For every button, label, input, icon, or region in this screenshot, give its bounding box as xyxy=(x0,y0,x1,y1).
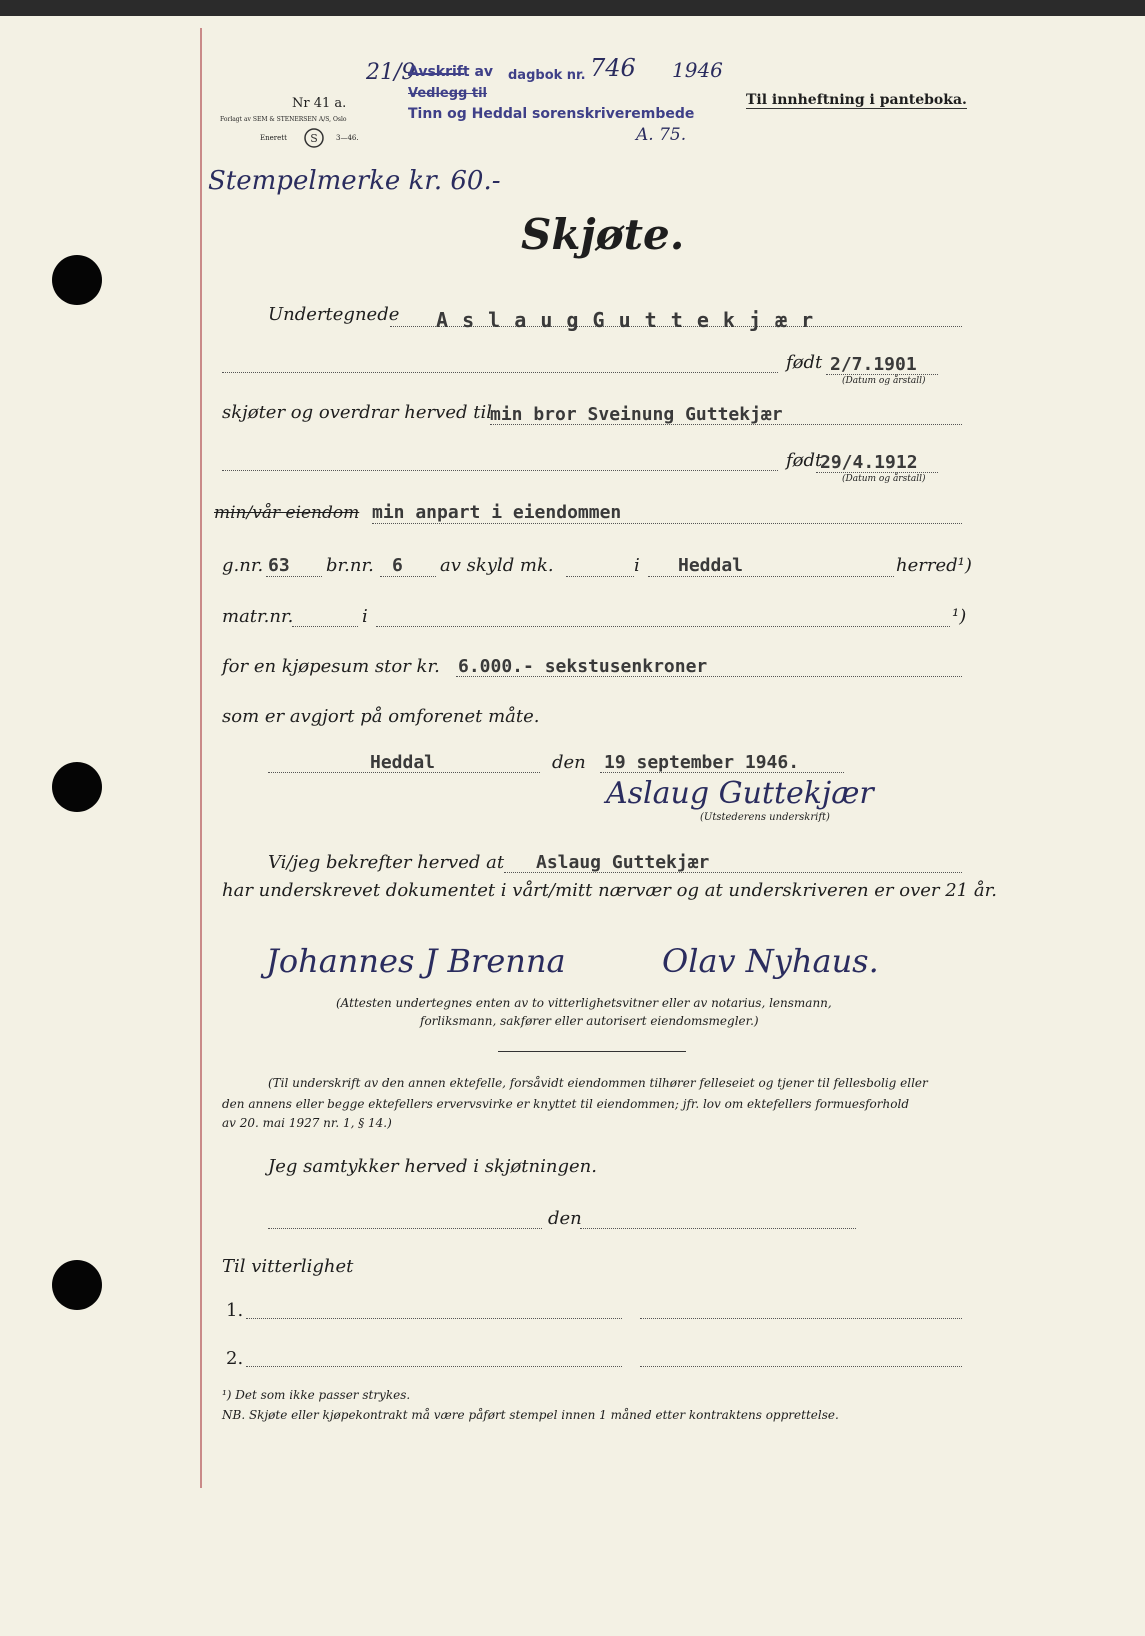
seller-line-2 xyxy=(222,372,778,373)
brnr-line xyxy=(380,576,436,577)
punch-hole-top xyxy=(52,255,102,305)
hand-year: 1946 xyxy=(672,58,723,82)
punch-hole-bottom xyxy=(52,1260,102,1310)
hand-date: 21/9 xyxy=(366,60,416,85)
witness-signature-2: Olav Nyhaus. xyxy=(662,942,879,980)
skyld-line xyxy=(566,576,634,577)
form-number: Nr 41 a. xyxy=(292,96,347,111)
skyld-label: av skyld mk. xyxy=(440,555,554,576)
signing-date-line xyxy=(600,772,844,773)
margin-line xyxy=(200,28,202,1488)
stamp-duty-note: Stempelmerke kr. 60.- xyxy=(208,166,501,196)
seller-born-label: født xyxy=(786,352,823,373)
gnr-line xyxy=(266,576,322,577)
seller-birth-date: 2/7.1901 xyxy=(830,354,917,375)
binding-note: Til innheftning i panteboka. xyxy=(746,92,967,108)
consent-text: Jeg samtykker herved i skjøtningen. xyxy=(268,1156,597,1177)
copyright: Enerett xyxy=(260,134,287,142)
signing-den-label: den xyxy=(552,752,586,773)
svg-text:S: S xyxy=(310,132,318,145)
brnr-value: 6 xyxy=(392,555,403,576)
buyer-birth-line xyxy=(816,472,938,473)
spouse-note-3: av 20. mai 1927 nr. 1, § 14.) xyxy=(222,1116,392,1130)
document-title: Skjøte. xyxy=(521,210,685,259)
buyer-line-2 xyxy=(222,470,778,471)
brnr-label: br.nr. xyxy=(326,555,374,576)
price-label: for en kjøpesum stor kr. xyxy=(222,656,440,677)
property-text: min anpart i eiendommen xyxy=(372,502,622,523)
property-line xyxy=(372,523,962,524)
hand-number: 746 xyxy=(590,54,636,82)
scan-border xyxy=(0,0,1145,16)
issuer-signature: Aslaug Guttekjær xyxy=(606,776,874,811)
stamp-dagbok: dagbok nr. xyxy=(508,68,586,83)
section-divider xyxy=(498,1051,686,1052)
signing-place-line xyxy=(268,772,540,773)
issuer-caption: (Utstederens underskrift) xyxy=(700,812,830,823)
consent-den-label: den xyxy=(548,1208,582,1229)
price-line xyxy=(456,676,962,677)
signing-date: 19 september 1946. xyxy=(604,752,800,773)
footnote-2: NB. Skjøte eller kjøpekontrakt må være påført stempel innen 1 måned etter kontraktens opprettelse. xyxy=(222,1408,839,1422)
witness-heading: Til vitterlighet xyxy=(222,1256,354,1277)
consent-date-line xyxy=(580,1228,856,1229)
footnote-1: ¹) Det som ikke passer strykes. xyxy=(222,1388,411,1402)
seller-name: A s l a u g G u t t e k j æ r xyxy=(436,308,815,332)
stamp-vedlegg: Vedlegg til xyxy=(408,86,488,101)
signing-place: Heddal xyxy=(370,752,436,773)
print-date: 3—46. xyxy=(336,134,359,142)
attestation-intro: Vi/jeg bekrefter herved at xyxy=(268,852,505,873)
price-value: 6.000.- sekstusenkroner xyxy=(458,656,708,677)
attested-name-line xyxy=(504,872,962,873)
herred-label: herred¹) xyxy=(896,555,972,576)
settled-text: som er avgjort på omforenet måte. xyxy=(222,706,540,727)
attested-name: Aslaug Guttekjær xyxy=(536,852,710,873)
publisher-logo xyxy=(303,127,325,149)
witness-1-line-b xyxy=(640,1318,962,1319)
gnr-value: 63 xyxy=(268,555,290,576)
buyer-born-label: født xyxy=(786,450,823,471)
municipality-value: Heddal xyxy=(678,555,744,576)
publisher: Forlagt av SEM & STENERSEN A/S, Oslo xyxy=(220,116,347,123)
witness-signature-1: Johannes J Brenna xyxy=(266,942,566,980)
attestation-note-2: forliksmann, sakfører eller autorisert eiendomsmegler.) xyxy=(420,1014,759,1028)
gnr-label: g.nr. xyxy=(222,555,264,576)
spouse-note-1: (Til underskrift av den annen ektefelle, forsåvidt eiendommen tilhører felleseiet og tjener til fellesbolig eller xyxy=(268,1076,928,1090)
matr-footnote-mark: ¹) xyxy=(952,606,967,627)
punch-hole-middle xyxy=(52,762,102,812)
stamp-avskrift: Avskrift av xyxy=(408,64,494,80)
attestation-note-1: (Attesten undertegnes enten av to vitterlighetsvitner eller av notarius, lensmann, xyxy=(336,996,832,1010)
consent-place-line xyxy=(268,1228,542,1229)
matr-line xyxy=(292,626,358,627)
undertegnede-label: Undertegnede xyxy=(268,304,400,325)
buyer-name: min bror Sveinung Guttekjær xyxy=(490,404,783,425)
witness-1-line-a xyxy=(246,1318,622,1319)
matr-municipality-line xyxy=(376,626,950,627)
spouse-note-2: den annens eller begge ektefellers ervervsvirke er knyttet til eiendommen; jfr. lov om ektefellers formuesforhold xyxy=(222,1097,909,1111)
transfer-label: skjøter og overdrar herved til xyxy=(222,402,492,423)
in-label: i xyxy=(634,555,640,576)
witness-number-1: 1. xyxy=(226,1300,244,1321)
hand-folio: A. 75. xyxy=(636,125,687,145)
buyer-birth-caption: (Datum og årstall) xyxy=(842,474,926,484)
buyer-birth-date: 29/4.1912 xyxy=(820,452,918,473)
matr-label: matr.nr. xyxy=(222,606,294,627)
attestation-statement: har underskrevet dokumentet i vårt/mitt nærvær og at underskriveren er over 21 år. xyxy=(222,880,997,901)
witness-2-line-a xyxy=(246,1366,622,1367)
stamp-court: Tinn og Heddal sorenskriverembede xyxy=(408,106,695,122)
property-struck-text: min/vår eiendom xyxy=(214,503,360,523)
seller-birth-caption: (Datum og årstall) xyxy=(842,376,926,386)
matr-in-label: i xyxy=(362,606,368,627)
witness-2-line-b xyxy=(640,1366,962,1367)
witness-number-2: 2. xyxy=(226,1348,244,1369)
stamp-strike xyxy=(408,73,464,75)
buyer-line xyxy=(490,424,962,425)
municipality-line xyxy=(648,576,894,577)
seller-birth-line xyxy=(826,374,938,375)
